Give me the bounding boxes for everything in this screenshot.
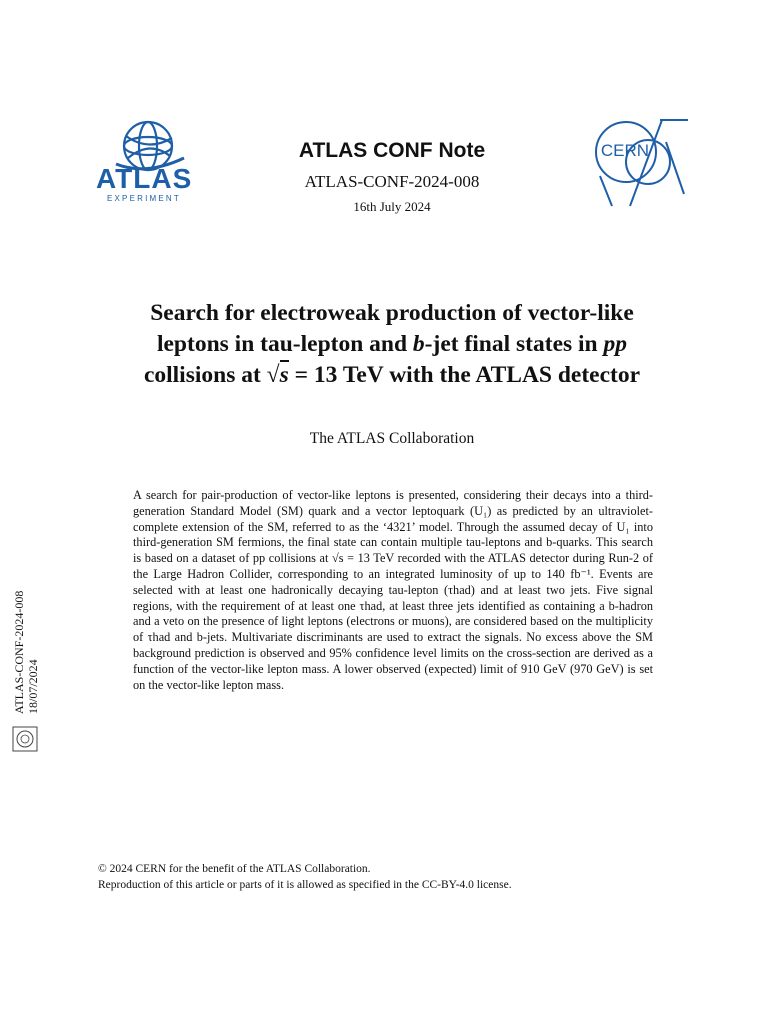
copyright-notice: © 2024 CERN for the benefit of the ATLAS Collaboration. <box>98 863 371 875</box>
side-stamp-date: 18/07/2024 <box>26 659 40 714</box>
cern-stamp-icon <box>12 726 38 752</box>
side-stamp-text <box>12 574 40 714</box>
title-text: -jet final states in <box>424 331 604 357</box>
title-text: collisions at <box>143 362 267 388</box>
collaboration: The ATLAS Collaboration <box>309 430 475 447</box>
sqrt-symbol-icon: √ <box>266 362 280 388</box>
cern-logo-wordmark: CERN <box>600 141 650 160</box>
title-line-3 <box>90 360 694 391</box>
cern-logo <box>590 116 690 210</box>
atlas-logo-subtitle: EXPERIMENT <box>106 194 181 203</box>
paper-title <box>90 298 694 391</box>
license-notice: Reproduction of this article or parts of it is allowed as specified in the CC-BY-4.0 license. <box>98 879 512 891</box>
note-type: ATLAS CONF Note <box>298 139 486 162</box>
title-line-1: Search for electroweak production of vector-like <box>150 300 634 326</box>
title-text: leptons in tau-lepton and <box>156 331 413 357</box>
title-math: s <box>279 362 289 388</box>
title-math: pp <box>603 331 628 357</box>
note-id: ATLAS-CONF-2024-008 <box>304 172 480 191</box>
abstract: A search for pair-production of vector-like leptons is presented, considering their decays into a third-generation Standard Model (SM) quark and a vector leptoquark (U₁) as predicted by an ultraviolet-complete extension of the SM, referred to as the ‘4321’ model. Through the assumed decay of U₁ into third-generation SM fermions, the final state can contain multiple tau-leptons and b-quarks. This search is based on a dataset of pp collisions at √s = 13 TeV recorded with the ATLAS detector during Run-2 of the Large Hadron Collider, corresponding to an integrated luminosity of up to 140 fb⁻¹. Events are selected with at least one hadronically decaying tau-lepton (τhad) and at least two jets. Five signal regions, with the requirement of at least one τhad, at least three jets identified as containing a b-hadron and a veto on the presence of light leptons (electrons or muons), are considered based on the multiplicity of τhad and b-jets. Multivariate discriminants are used to extract the signals. No excess above the SM background prediction is observed and 95% confidence level limits on the cross-section are derived as a function of the vector-like lepton mass. A lower observed (expected) limit of 910 GeV (970 GeV) is set on the vector-like lepton mass. <box>133 488 653 692</box>
side-stamp-id: ATLAS-CONF-2024-008 <box>12 590 26 714</box>
title-line-2 <box>90 329 694 360</box>
arxiv-side-stamp <box>4 578 44 758</box>
title-text: = 13 TeV with the ATLAS detector <box>288 362 641 388</box>
note-date: 16th July 2024 <box>353 199 431 214</box>
atlas-logo-wordmark: ATLAS <box>96 163 193 194</box>
title-math: b <box>412 331 425 357</box>
